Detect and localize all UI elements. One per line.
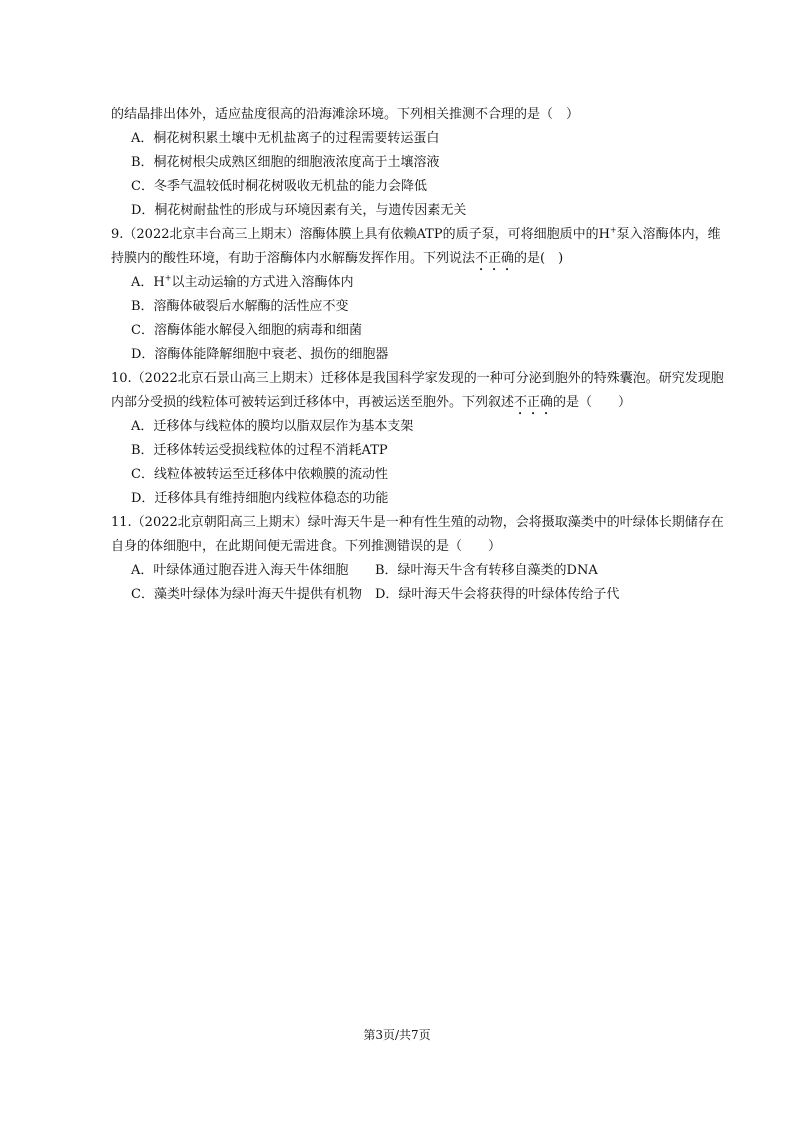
q9-option-b: B．溶酶体破裂后水解酶的活性应不变	[131, 299, 349, 314]
q8-option-a: A．桐花树积累土壤中无机盐离子的过程需要转运蛋白	[131, 131, 440, 146]
q9-option-a	[131, 275, 353, 291]
q11-stem-line-2: 自身的体细胞中，在此期间便无需进食。下列推测错误的是（ ）	[111, 539, 502, 554]
q11-option-d: D．绿叶海天牛会将获得的叶绿体传给子代	[375, 587, 620, 602]
q8-option-d: D．桐花树耐盐性的形成与环境因素有关，与遗传因素无关	[131, 203, 467, 218]
q9-stem-text-b: 泵入溶酶体内，维	[616, 227, 721, 242]
q9-emphasis-not-correct: 不正确	[475, 251, 515, 266]
q10-option-b: B．迁移体转运受损线粒体的过程不消耗ATP	[131, 443, 388, 458]
q9-option-a-sup: +	[164, 273, 172, 283]
q9-option-d: D．溶酶体能降解细胞中衰老、损伤的细胞器	[131, 347, 389, 362]
q10-stem-text-b: 的是（ ）	[553, 395, 632, 410]
q10-option-a: A．迁移体与线粒体的膜均以脂双层作为基本支架	[131, 419, 414, 434]
q9-stem-line-2	[111, 251, 563, 274]
q9-option-a-prefix: A．H	[131, 275, 165, 290]
q10-option-d: D．迁移体具有维持细胞内线粒体稳态的功能	[131, 491, 389, 506]
q9-stem-line-1	[111, 227, 721, 243]
q11-option-b: B．绿叶海天牛含有转移自藻类的DNA	[375, 563, 598, 578]
q9-option-c: C．溶酶体能水解侵入细胞的病毒和细菌	[131, 323, 362, 338]
q10-emphasis-not-correct: 不正确	[514, 395, 554, 410]
q11-option-c: C．藻类叶绿体为绿叶海天牛提供有机物	[131, 587, 362, 602]
q10-stem-line-1: 10.（2022北京石景山高三上期末）迁移体是我国科学家发现的一种可分泌到胞外的特殊囊泡。研究发现胞	[111, 371, 724, 386]
q11-stem-line-1: 11.（2022北京朝阳高三上期末）绿叶海天牛是一种有性生殖的动物，会将摄取藻类中的叶绿体长期储存在	[111, 515, 724, 530]
q10-stem-line-2	[111, 395, 631, 418]
q11-option-a: A．叶绿体通过胞吞进入海天牛体细胞	[131, 563, 349, 578]
q8-option-c: C．冬季气温较低时桐花树吸收无机盐的能力会降低	[131, 179, 427, 194]
q9-option-a-rest: 以主动运输的方式进入溶酶体内	[171, 275, 354, 290]
q8-option-b: B．桐花树根尖成熟区细胞的细胞液浓度高于土壤溶液	[131, 155, 440, 170]
q9-stem-text-c: 持膜内的酸性环境，有助于溶酶体内水解酶发挥作用。下列说法	[111, 251, 476, 266]
q9-hplus-sup: +	[609, 225, 617, 235]
q9-stem-text-d: 的是( )	[514, 251, 564, 266]
q10-option-c: C．线粒体被转运至迁移体中依赖膜的流动性	[131, 467, 388, 482]
page-number: 第3页/共7页	[363, 1028, 431, 1042]
q10-stem-text-a: 内部分受损的线粒体可被转运到迁移体中，再被运送至胞外。下列叙述	[111, 395, 515, 410]
q8-stem-continuation: 的结晶排出体外，适应盐度很高的沿海滩涂环境。下列相关推测不合理的是（ ）	[111, 107, 580, 122]
q9-stem-text-a: 9.（2022北京丰台高三上期末）溶酶体膜上具有依赖ATP的质子泵，可将细胞质中的H	[111, 227, 610, 242]
